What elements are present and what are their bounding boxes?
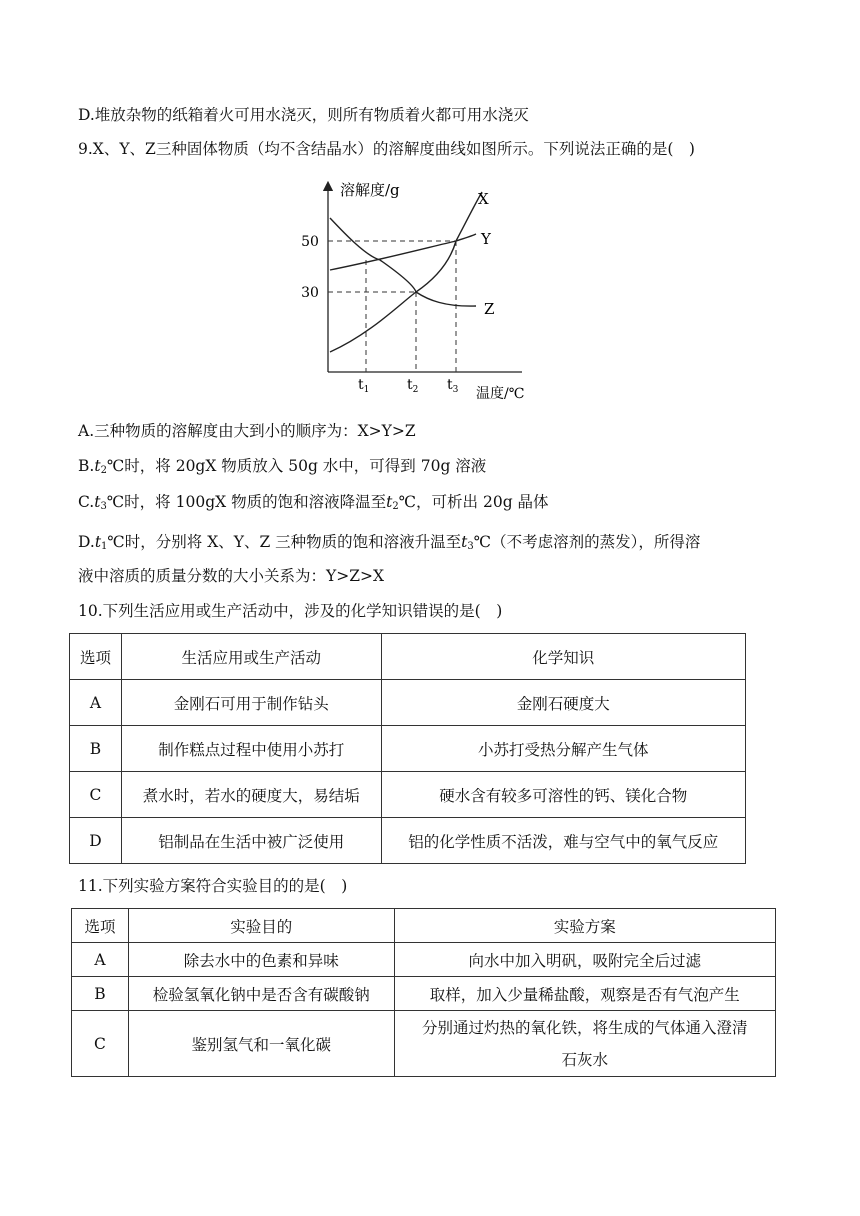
q9-option-a: A.三种物质的溶解度由大到小的顺序为：X>Y>Z [78, 422, 416, 440]
q9-option-c: $C.t_3℃$时，将 100gX 物质的饱和溶液降温至$t_2℃$，可析出 20g 晶体 [78, 493, 549, 512]
y-axis-label: 溶解度/g [340, 181, 400, 199]
q10-table [69, 633, 746, 864]
table-cell: 向水中加入明矾，吸附完全后过滤 [394, 943, 775, 977]
table-cell: 小苏打受热分解产生气体 [381, 726, 745, 772]
table-cell: A [70, 680, 122, 726]
table-cell: 制作糕点过程中使用小苏打 [121, 726, 381, 772]
q9-stem: 9.X、Y、Z三种固体物质（均不含结晶水）的溶解度曲线如图所示。下列说法正确的是( ) [78, 140, 695, 158]
table-header-cell: 实验目的 [128, 909, 394, 943]
table-row [70, 680, 746, 726]
table-header-cell: 化学知识 [381, 634, 745, 680]
table-row [70, 726, 746, 772]
table-header-row [70, 634, 746, 680]
table-row [72, 943, 776, 977]
table-cell: C [72, 1011, 129, 1077]
y-tick-30: 30 [301, 285, 319, 301]
cell-line: 石灰水 [561, 1050, 609, 1069]
q10-stem: 10.下列生活应用或生产活动中，涉及的化学知识错误的是( ) [78, 602, 503, 620]
table-header-cell: 生活应用或生产活动 [121, 634, 381, 680]
table-cell: 除去水中的色素和异味 [128, 943, 394, 977]
table-cell [394, 1011, 775, 1077]
table-cell: 硬水含有较多可溶性的钙、镁化合物 [381, 772, 745, 818]
series-label-z: Z [484, 300, 495, 318]
table-cell: B [70, 726, 122, 772]
table-cell: 铝的化学性质不活泼，难与空气中的氧气反应 [381, 818, 745, 864]
table-cell: 金刚石可用于制作钻头 [121, 680, 381, 726]
q9-option-d-line2: 液中溶质的质量分数的大小关系为：Y>Z>X [78, 567, 385, 585]
cell-line: 分别通过灼热的氧化铁，将生成的气体通入澄清 [422, 1018, 748, 1037]
table-cell: 煮水时，若水的硬度大，易结垢 [121, 772, 381, 818]
series-label-y: Y [481, 230, 491, 248]
table-cell: B [72, 977, 129, 1011]
x-tick-t2: $t_2$ [407, 377, 419, 395]
q8-option-d: D.堆放杂物的纸箱着火可用水浇灭，则所有物质着火都可用水浇灭 [78, 106, 529, 124]
table-cell: 取样，加入少量稀盐酸，观察是否有气泡产生 [394, 977, 775, 1011]
table-header-row [72, 909, 776, 943]
table-cell: 金刚石硬度大 [381, 680, 745, 726]
table-header-cell: 实验方案 [394, 909, 775, 943]
curve-x [330, 192, 482, 352]
q11-table [71, 908, 776, 1077]
x-tick-t3: $t_3$ [447, 377, 459, 395]
table-row [72, 977, 776, 1011]
table-cell: 鉴别氢气和一氧化碳 [128, 1011, 394, 1077]
y-tick-50: 50 [301, 234, 319, 250]
curve-z [330, 218, 476, 306]
guide-lines [328, 241, 456, 372]
q9-option-b: $B.t_2℃$时，将 20gX 物质放入 50g 水中，可得到 70g 溶液 [78, 457, 487, 476]
solubility-chart [300, 174, 550, 406]
table-header-cell: 选项 [72, 909, 129, 943]
table-cell: 铝制品在生活中被广泛使用 [121, 818, 381, 864]
q9-option-d: $D.t_1℃$时，分别将 X、Y、Z 三种物质的饱和溶液升温至$t_3℃$（不考虑溶剂的蒸发），所得溶 [78, 533, 701, 552]
table-cell: C [70, 772, 122, 818]
table-header-cell: 选项 [70, 634, 122, 680]
table-row [72, 1011, 776, 1077]
table-row [70, 772, 746, 818]
table-cell: A [72, 943, 129, 977]
x-axis-label: 温度/℃ [476, 386, 525, 402]
table-cell: D [70, 818, 122, 864]
table-row [70, 818, 746, 864]
q11-stem: 11.下列实验方案符合实验目的的是( ) [78, 877, 348, 895]
x-tick-t1: $t_1$ [358, 377, 370, 395]
series-label-x: X [478, 190, 489, 208]
table-cell: 检验氢氧化钠中是否含有碳酸钠 [128, 977, 394, 1011]
